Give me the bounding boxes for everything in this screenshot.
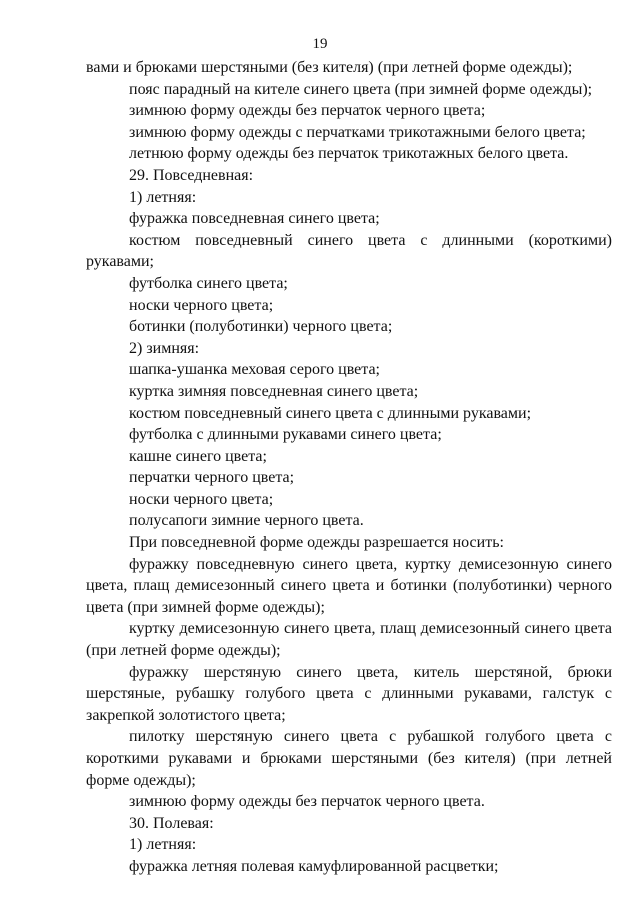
paragraph: перчатки черного цвета; bbox=[129, 469, 295, 487]
paragraph: 2) зимняя: bbox=[129, 339, 200, 357]
paragraph: костюм повседневный синего цвета с длинными рукавами; bbox=[129, 404, 532, 422]
paragraph: летнюю форму одежды без перчаток трикотажных белого цвета. bbox=[129, 145, 569, 163]
document-body bbox=[86, 57, 612, 878]
paragraph: носки черного цвета; bbox=[129, 296, 274, 314]
paragraph: костюм повседневный синего цвета с длинными (короткими) рукавами; bbox=[86, 231, 612, 271]
paragraph: куртку демисезонную синего цвета, плащ демисезонный синего цвета (при летней форме одежды); bbox=[86, 620, 612, 660]
paragraph: фуражка летняя полевая камуфлированной расцветки; bbox=[129, 857, 499, 875]
paragraph: 30. Полевая: bbox=[129, 814, 214, 832]
paragraph: вами и брюками шерстяными (без кителя) (при летней форме одежды); bbox=[86, 59, 573, 76]
paragraph: фуражку повседневную синего цвета, куртку демисезонную синего цвета, плащ демисезонный синего цвета и ботинки (полуботинки) черного цвета (при зимней форме одежды); bbox=[86, 555, 612, 616]
paragraph: 29. Повседневная: bbox=[129, 166, 254, 184]
paragraph: зимнюю форму одежды без перчаток черного цвета. bbox=[129, 793, 485, 811]
paragraph: фуражка повседневная синего цвета; bbox=[129, 210, 380, 228]
paragraph: футболка синего цвета; bbox=[129, 274, 288, 292]
paragraph: зимнюю форму одежды без перчаток черного цвета; bbox=[129, 102, 486, 120]
paragraph: пилотку шерстяную синего цвета с рубашкой голубого цвета с короткими рукавами и брюками шерстяными (без кителя) (при летней форме одежды); bbox=[86, 728, 612, 789]
paragraph: При повседневной форме одежды разрешается носить: bbox=[129, 534, 504, 552]
paragraph: куртка зимняя повседневная синего цвета; bbox=[129, 382, 419, 400]
paragraph: футболка с длинными рукавами синего цвета; bbox=[129, 426, 442, 444]
paragraph: ботинки (полуботинки) черного цвета; bbox=[129, 318, 393, 336]
paragraph: шапка-ушанка меховая серого цвета; bbox=[129, 361, 380, 379]
paragraph: полусапоги зимние черного цвета. bbox=[129, 512, 364, 530]
paragraph: кашне синего цвета; bbox=[129, 447, 267, 465]
paragraph: носки черного цвета; bbox=[129, 490, 274, 508]
paragraph: зимнюю форму одежды с перчатками трикотажными белого цвета; bbox=[129, 123, 586, 141]
paragraph: фуражку шерстяную синего цвета, китель шерстяной, брюки шерстяные, рубашку голубого цвета с длинными рукавами, галстук с закрепкой золотистого цвета; bbox=[86, 663, 612, 724]
page-number: 19 bbox=[312, 36, 328, 52]
paragraph: 1) летняя: bbox=[129, 188, 197, 206]
paragraph: 1) летняя: bbox=[129, 836, 197, 854]
paragraph: пояс парадный на кителе синего цвета (при зимней форме одежды); bbox=[129, 80, 593, 98]
